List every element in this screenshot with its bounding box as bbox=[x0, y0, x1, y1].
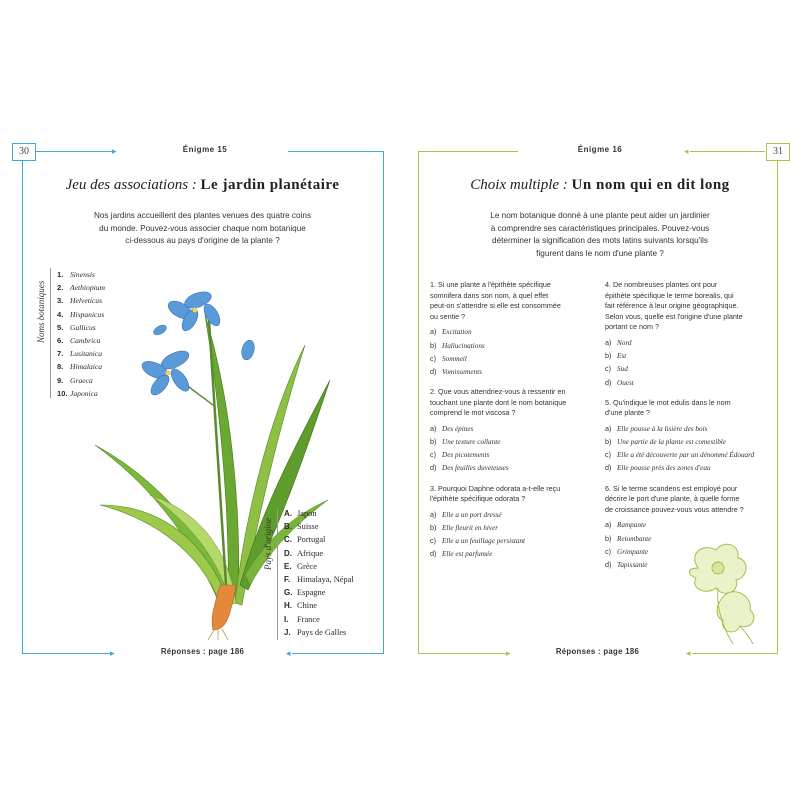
answer-option[interactable] bbox=[430, 435, 602, 448]
item-number: 10. bbox=[57, 388, 68, 398]
option-letter: d) bbox=[430, 366, 437, 376]
item-value: Himalaica bbox=[70, 362, 103, 372]
item-number: 6. bbox=[57, 335, 64, 345]
item-value: Japon bbox=[297, 509, 317, 518]
option-letter: b) bbox=[605, 437, 612, 447]
question-line: portant ce nom ? bbox=[605, 322, 659, 332]
arrow-left-icon: ◂ bbox=[686, 648, 691, 658]
item-value: Lusitanica bbox=[70, 349, 103, 359]
frame-bottom-left-segment bbox=[22, 653, 114, 654]
question-line: décrire le port d'une plante, à quelle forme bbox=[605, 494, 740, 504]
option-letter: d) bbox=[430, 549, 437, 559]
answer-option[interactable] bbox=[605, 376, 777, 389]
option-text: Ouest bbox=[617, 378, 634, 387]
option-text: Grimpante bbox=[617, 547, 649, 556]
frame-top-left-segment bbox=[34, 151, 116, 152]
item-value: Suisse bbox=[297, 522, 319, 532]
item-letter: G. bbox=[284, 588, 293, 598]
question-block bbox=[605, 280, 777, 389]
option-text: Est bbox=[617, 352, 627, 361]
answer-option[interactable] bbox=[605, 461, 777, 474]
list-item bbox=[284, 613, 354, 626]
option-text: Des épines bbox=[442, 424, 474, 433]
names-divider bbox=[50, 268, 51, 398]
item-letter: A. bbox=[284, 509, 292, 518]
option-letter: a) bbox=[430, 509, 437, 519]
item-number: 8. bbox=[57, 362, 64, 372]
option-letter: c) bbox=[605, 450, 611, 460]
answer-option[interactable] bbox=[605, 435, 777, 448]
names-label: Noms botaniques bbox=[36, 280, 46, 343]
item-value: Afrique bbox=[297, 548, 324, 558]
item-value: Gallicus bbox=[70, 322, 96, 332]
question-block bbox=[430, 484, 602, 561]
question-line: 3. Pourquoi Daphne odorata a-t-elle reçu bbox=[430, 483, 561, 493]
question-line: fait référence à leur origine géographique. bbox=[605, 301, 739, 311]
option-text: Nord bbox=[617, 338, 632, 347]
answer-option[interactable] bbox=[430, 352, 602, 365]
frame-left bbox=[418, 151, 419, 654]
answer-option[interactable] bbox=[605, 336, 777, 349]
title-italic: Jeu des associations : bbox=[65, 177, 197, 193]
option-text: Excitation bbox=[442, 328, 472, 337]
answer-option[interactable] bbox=[605, 518, 777, 531]
item-letter: J. bbox=[284, 627, 291, 637]
answer-option[interactable] bbox=[605, 362, 777, 375]
countries-divider bbox=[277, 508, 278, 640]
answer-option[interactable] bbox=[605, 448, 777, 461]
item-number: 4. bbox=[57, 309, 64, 319]
option-letter: b) bbox=[430, 523, 437, 533]
question-line: touchant une plante dont le nom botanique bbox=[430, 397, 567, 407]
option-letter: c) bbox=[430, 450, 436, 460]
option-text: Des picotements bbox=[442, 451, 490, 460]
item-letter: B. bbox=[284, 522, 292, 532]
option-letter: b) bbox=[430, 340, 437, 350]
option-letter: a) bbox=[605, 423, 612, 433]
question-block bbox=[605, 398, 777, 475]
question-block bbox=[430, 280, 602, 378]
option-text: Elle fleurit en hiver bbox=[442, 524, 499, 533]
arrow-right-icon: ▸ bbox=[110, 648, 115, 658]
item-value: Grèce bbox=[297, 561, 317, 571]
item-number: 5. bbox=[57, 322, 64, 332]
arrow-right-icon: ▸ bbox=[112, 146, 117, 156]
page-number: 30 bbox=[12, 143, 36, 161]
title-bold: Un nom qui en dit long bbox=[571, 177, 730, 193]
item-value: Sinensis bbox=[70, 270, 95, 279]
question-line: épithète spécifique le terme borealis, qui bbox=[605, 290, 734, 300]
title-bold: Le jardin planétaire bbox=[200, 177, 340, 193]
item-value: Hispanicus bbox=[70, 309, 105, 319]
intro-text bbox=[455, 210, 745, 260]
questions-column-left bbox=[430, 280, 602, 570]
list-item bbox=[284, 520, 354, 533]
option-letter: b) bbox=[605, 351, 612, 361]
countries-label: Pays d'origine bbox=[263, 517, 273, 570]
frame-top-right-segment bbox=[690, 151, 765, 152]
answer-option[interactable] bbox=[430, 521, 602, 534]
answer-option[interactable] bbox=[430, 325, 602, 338]
option-letter: d) bbox=[605, 463, 612, 473]
item-value: Portugal bbox=[297, 535, 326, 545]
question-line: d'une plante ? bbox=[605, 408, 650, 418]
option-text: Elle a un port dressé bbox=[442, 510, 502, 519]
question-line: 1. Si une plante a l'épithète spécifique bbox=[430, 280, 551, 289]
answers-reference: Réponses : page 186 bbox=[555, 647, 640, 656]
option-text: Tapissante bbox=[617, 561, 648, 569]
option-text: Rampante bbox=[617, 521, 647, 530]
question-line: somnifera dans son nom, à quel effet bbox=[430, 290, 549, 300]
question-line: 5. Qu'indique le mot edulis dans le nom bbox=[605, 397, 731, 407]
answer-option[interactable] bbox=[430, 547, 602, 560]
answer-option[interactable] bbox=[430, 448, 602, 461]
answers-reference: Réponses : page 186 bbox=[160, 647, 245, 656]
option-letter: a) bbox=[605, 337, 612, 347]
arrow-right-icon: ▸ bbox=[506, 648, 511, 658]
item-number: 2. bbox=[57, 283, 64, 293]
option-text: Sommeil bbox=[442, 354, 467, 363]
option-letter: c) bbox=[430, 353, 436, 363]
question-line: ou sentie ? bbox=[430, 311, 466, 321]
list-item bbox=[284, 507, 354, 520]
intro-text bbox=[60, 210, 345, 248]
page-title bbox=[30, 177, 375, 194]
enigme-label: Énigme 16 bbox=[577, 145, 623, 154]
option-text: Elle pousse à la lisière des bois bbox=[617, 424, 708, 433]
question-line: l'épithète spécifique odorata ? bbox=[430, 494, 526, 504]
question-line: Selon vous, quelle est l'origine d'une plante bbox=[605, 311, 743, 321]
item-letter: E. bbox=[284, 561, 292, 571]
option-text: Vomissements bbox=[442, 367, 482, 376]
option-letter: b) bbox=[430, 437, 437, 447]
item-value: Pays de Galles bbox=[297, 627, 347, 637]
frame-bottom-right-segment bbox=[692, 653, 778, 654]
item-value: Japonica bbox=[70, 388, 98, 398]
list-item bbox=[284, 599, 354, 612]
option-letter: d) bbox=[605, 560, 612, 569]
option-letter: c) bbox=[605, 364, 611, 374]
question-line: peut-on s'attendre si elle est consommée bbox=[430, 301, 561, 311]
option-letter: a) bbox=[430, 327, 437, 337]
option-text: Sud bbox=[617, 365, 628, 374]
item-number: 3. bbox=[57, 296, 64, 306]
option-letter: b) bbox=[605, 533, 612, 543]
option-letter: a) bbox=[430, 423, 437, 433]
item-number: 7. bbox=[57, 349, 64, 359]
questions-column-right bbox=[605, 280, 777, 580]
frame-top-right-segment bbox=[288, 151, 383, 152]
option-text: Retombante bbox=[617, 534, 652, 543]
option-text: Elle est parfumée bbox=[442, 550, 493, 559]
item-letter: D. bbox=[284, 548, 292, 558]
option-letter: d) bbox=[605, 377, 612, 387]
frame-bottom-right-segment bbox=[292, 653, 384, 654]
answer-option[interactable] bbox=[430, 508, 602, 521]
page-title bbox=[425, 177, 775, 194]
question-block bbox=[430, 387, 602, 475]
item-value: Aethiopium bbox=[70, 283, 106, 293]
list-item bbox=[284, 547, 354, 560]
frame-bottom-left-segment bbox=[418, 653, 510, 654]
item-letter: C. bbox=[284, 535, 292, 545]
intro-line: figurent dans le nom d'une plante ? bbox=[536, 248, 664, 258]
intro-line: du monde. Pouvez-vous associer chaque nom botanique bbox=[99, 223, 306, 233]
question-line: 2. Que vous attendriez-vous à ressentir en bbox=[430, 387, 566, 397]
list-item bbox=[284, 586, 354, 599]
item-letter: H. bbox=[284, 601, 292, 611]
list-item bbox=[284, 573, 354, 586]
option-letter: a) bbox=[605, 520, 612, 530]
right-page bbox=[400, 0, 800, 800]
list-item bbox=[284, 560, 354, 573]
answer-option[interactable] bbox=[430, 422, 602, 435]
item-value: Helveticus bbox=[70, 296, 103, 306]
answer-option[interactable] bbox=[605, 349, 777, 362]
answer-option[interactable] bbox=[430, 534, 602, 547]
item-letter: I. bbox=[284, 614, 289, 624]
intro-line: Nos jardins accueillent des plantes venues des quatre coins bbox=[93, 211, 312, 220]
option-text: Hallucinations bbox=[442, 341, 485, 350]
frame-right bbox=[383, 151, 384, 653]
answer-option[interactable] bbox=[430, 339, 602, 352]
item-value: Cambrica bbox=[70, 335, 101, 345]
option-letter: c) bbox=[605, 546, 611, 556]
item-value: Espagne bbox=[297, 588, 326, 598]
question-line: 6. Si le terme scandens est employé pour bbox=[605, 483, 738, 493]
option-text: Une partie de la plante est comestible bbox=[617, 438, 726, 447]
option-text: Une texture collante bbox=[442, 438, 501, 447]
intro-line: à comprendre ses caractéristiques principales. Pouvez-vous bbox=[490, 223, 710, 233]
page-number: 31 bbox=[766, 143, 790, 161]
enigme-label: Énigme 15 bbox=[182, 145, 228, 154]
list-item bbox=[57, 268, 105, 281]
list-item bbox=[284, 533, 354, 546]
question-line: 4. De nombreuses plantes ont pour bbox=[605, 280, 718, 289]
answer-option[interactable] bbox=[430, 461, 602, 474]
option-letter: c) bbox=[430, 536, 436, 546]
option-letter: d) bbox=[430, 463, 437, 473]
item-value: Himalaya, Népal bbox=[297, 574, 354, 584]
intro-line: Le nom botanique donné à une plante peut aider un jardinier bbox=[490, 211, 710, 220]
intro-line: ci-dessous au pays d'origine de la plante ? bbox=[125, 236, 280, 245]
flower-sketch-illustration bbox=[678, 538, 768, 646]
answer-option[interactable] bbox=[430, 365, 602, 378]
title-italic: Choix multiple : bbox=[470, 177, 568, 193]
question-line: comprend le mot viscosa ? bbox=[430, 408, 516, 418]
option-text: Elle a un feuillage persistant bbox=[442, 537, 526, 546]
answer-option[interactable] bbox=[605, 422, 777, 435]
frame-top-left-segment bbox=[418, 151, 518, 152]
arrow-left-icon: ◂ bbox=[684, 146, 689, 156]
option-text: Des feuilles duveteuses bbox=[442, 464, 509, 473]
arrow-left-icon: ◂ bbox=[286, 648, 291, 658]
item-number: 9. bbox=[57, 375, 64, 385]
item-value: France bbox=[297, 614, 320, 624]
frame-left bbox=[22, 160, 23, 654]
item-value: Graeca bbox=[70, 375, 93, 385]
item-value: Chine bbox=[297, 601, 318, 611]
option-text: Elle pousse près des zones d'eau bbox=[617, 464, 711, 473]
countries-list bbox=[284, 507, 354, 639]
list-item bbox=[284, 626, 354, 639]
item-number: 1. bbox=[57, 270, 64, 279]
option-text: Elle a été découverte par un dénommé Édouard bbox=[617, 451, 755, 460]
question-line: de croissance pouvez-vous vous attendre ? bbox=[605, 504, 744, 514]
frame-right bbox=[777, 160, 778, 654]
intro-line: déterminer la signification des mots latins suivants lorsqu'ils bbox=[492, 236, 708, 245]
item-letter: F. bbox=[284, 574, 291, 584]
